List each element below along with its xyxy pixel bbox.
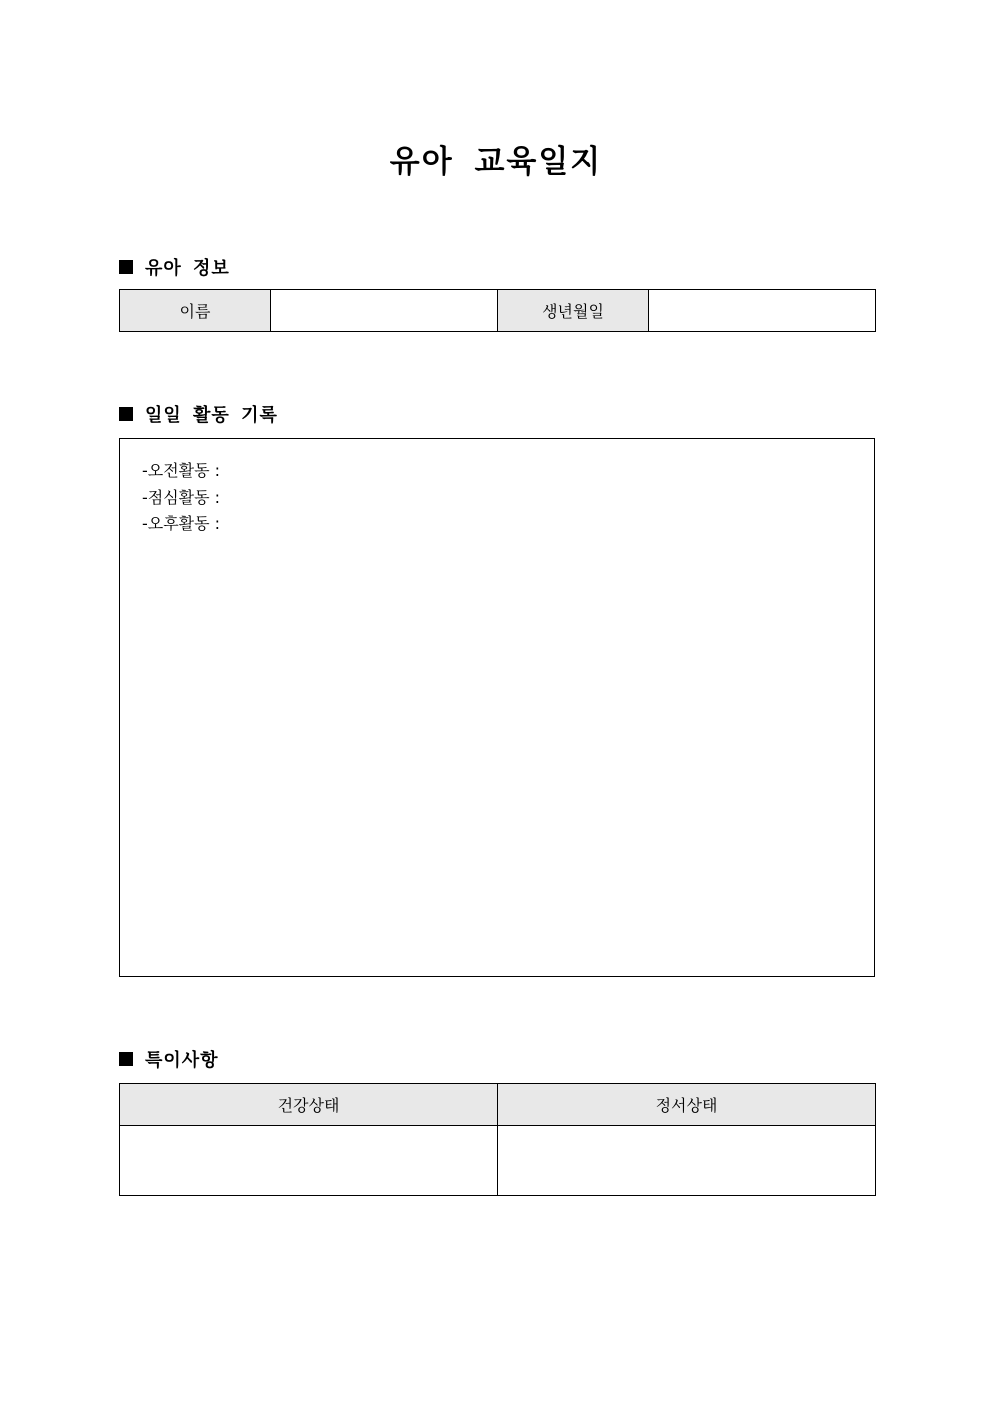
health-status-label: 건강상태	[120, 1084, 498, 1126]
section-heading-label: 일일 활동 기록	[145, 405, 278, 426]
daily-activity-lines	[142, 458, 220, 538]
emotion-status-field[interactable]	[498, 1126, 876, 1196]
health-status-field[interactable]	[120, 1126, 498, 1196]
square-bullet-icon	[119, 407, 133, 421]
birthdate-label: 생년월일	[498, 290, 649, 332]
section-heading-daily-activity	[119, 401, 278, 427]
emotion-status-label: 정서상태	[498, 1084, 876, 1126]
table-row	[120, 1126, 876, 1196]
lunch-activity-line: -점심활동 :	[142, 487, 221, 507]
table-row	[120, 1084, 876, 1126]
document-title: 유아 교육일지	[389, 144, 603, 180]
daily-activity-box[interactable]	[119, 438, 875, 977]
section-heading-notes	[119, 1046, 219, 1072]
section-heading-child-info	[119, 254, 230, 280]
square-bullet-icon	[119, 1052, 133, 1066]
name-label: 이름	[120, 290, 271, 332]
table-row	[120, 290, 876, 332]
child-info-table	[119, 289, 876, 332]
section-heading-label: 유아 정보	[145, 258, 230, 279]
afternoon-activity-line: -오후활동 :	[142, 514, 221, 533]
notes-table	[119, 1083, 876, 1196]
name-field[interactable]	[271, 290, 498, 332]
morning-activity-line: -오전활동 :	[142, 461, 221, 480]
section-heading-label: 특이사항	[145, 1050, 219, 1071]
square-bullet-icon	[119, 260, 133, 274]
birthdate-field[interactable]	[649, 290, 876, 332]
